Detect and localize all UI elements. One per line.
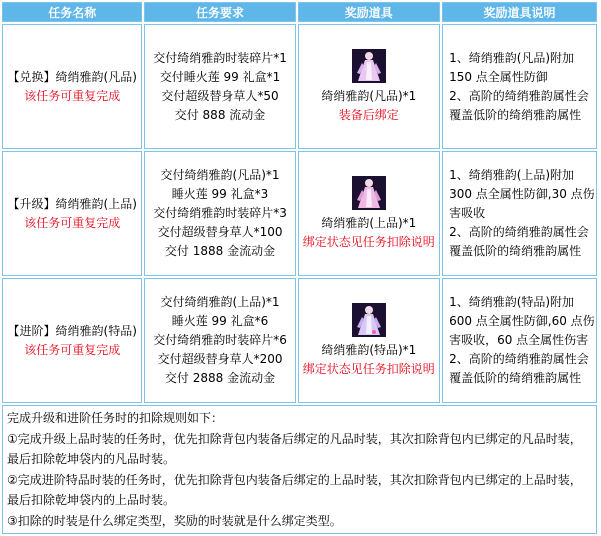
reward-desc-line: 300 点全属性防御,30 点伤 [449,187,595,201]
reward-desc-line: 2、高阶的绮绡雅韵属性会 [449,352,589,366]
requirement-item: 交付绮绡雅韵时装碎片*1 [153,50,287,65]
requirements-cell [144,151,295,276]
reward-desc-line: 2、高阶的绮绡雅韵属性会 [449,225,589,239]
header-reward: 奖励道具 [298,2,441,22]
rule-item: ①完成升级上品时装的任务时，优先扣除背包内装备后绑定的凡品时装，其次扣除背包内已绑定的凡品时装，最后扣除乾坤袋内的凡品时装。 [7,431,582,466]
task-name-cell [2,278,142,403]
reward-desc-cell [442,278,597,403]
requirement-item: 睡火莲 99 礼盒*3 [171,187,269,201]
header-row [2,2,597,22]
task-name: 【升级】绮绡雅韵(上品) [7,196,137,211]
reward-cell [298,24,441,149]
task-repeat-note: 该任务可重复完成 [24,215,121,230]
requirement-item: 交付超级替身草人*50 [161,88,279,103]
reward-cell [298,151,441,276]
reward-desc-line: 600 点全属性防御,60 点伤 [449,314,595,328]
reward-desc-line: 1、绮绡雅韵(特品)附加 [449,295,575,309]
costume-dress-icon [352,303,386,337]
requirement-item: 交付超级替身草人*100 [157,225,283,239]
reward-desc-line: 150 点全属性防御 [449,69,548,84]
rule-item: ②完成进阶特品时装的任务时，优先扣除背包内装备后绑定的上品时装，其次扣除背包内已绑定的上品时装，最后扣除乾坤袋内的上品时装。 [7,472,582,507]
reward-bind-note: 绑定状态见任务扣除说明 [302,361,435,376]
reward-desc-line: 1、绮绡雅韵(凡品)附加 [449,50,575,65]
requirement-item: 交付 2888 金流动金 [164,371,276,385]
requirement-item: 睡火莲 99 礼盒*6 [171,314,269,328]
reward-name: 绮绡雅韵(特品)*1 [321,342,417,357]
deduction-rules [2,405,597,534]
reward-desc-line: 害吸收 [449,206,486,220]
rule-item: ③扣除的时装是什么绑定类型，奖励的时装就是什么绑定类型。 [7,513,342,528]
reward-name: 绮绡雅韵(凡品)*1 [321,88,417,103]
requirement-item: 交付绮绡雅韵时装碎片*6 [153,333,287,347]
task-name-cell [2,151,142,276]
reward-desc-line: 覆盖低阶的绮绡雅韵属性 [449,107,582,122]
requirements-cell [144,24,295,149]
costume-dress-icon [352,176,386,210]
requirements-cell [144,278,295,403]
table-row [2,278,597,403]
task-name-cell [2,24,142,149]
reward-desc-line: 覆盖低阶的绮绡雅韵属性 [449,371,582,385]
task-repeat-note: 该任务可重复完成 [24,342,121,357]
reward-desc-cell [442,24,597,149]
reward-desc-line: 2、高阶的绮绡雅韵属性会 [449,88,589,103]
header-task-name: 任务名称 [2,2,142,22]
costume-dress-icon [352,49,386,83]
reward-bind-note: 绑定状态见任务扣除说明 [302,234,435,249]
task-name: 【进阶】绮绡雅韵(特品) [7,323,137,338]
requirement-item: 交付睡火莲 99 礼盒*1 [159,69,281,84]
header-requirements: 任务要求 [144,2,295,22]
reward-cell [298,278,441,403]
reward-desc-line: 害吸收，60 点全属性伤害 [449,333,589,347]
rules-title: 完成升级和进阶任务时的扣除规则如下： [7,411,224,425]
task-repeat-note: 该任务可重复完成 [24,88,121,103]
requirement-item: 交付 1888 金流动金 [164,244,276,258]
reward-desc-line: 1、绮绡雅韵(上品)附加 [449,168,575,182]
reward-desc-cell [442,151,597,276]
table-row [2,151,597,276]
requirement-item: 交付 888 流动金 [174,107,266,122]
requirement-item: 交付绮绡雅韵(凡品)*1 [160,168,280,182]
requirement-item: 交付绮绡雅韵(上品)*1 [160,295,280,309]
reward-desc-line: 覆盖低阶的绮绡雅韵属性 [449,244,582,258]
table-row [2,24,597,149]
task-name: 【兑换】绮绡雅韵(凡品) [7,69,137,84]
requirement-item: 交付绮绡雅韵时装碎片*3 [153,206,287,220]
header-reward-desc: 奖励道具说明 [442,2,597,22]
reward-name: 绮绡雅韵(上品)*1 [321,215,417,230]
reward-bind-note: 装备后绑定 [338,107,399,122]
rules-row [2,405,597,534]
requirement-item: 交付超级替身草人*200 [157,352,283,366]
